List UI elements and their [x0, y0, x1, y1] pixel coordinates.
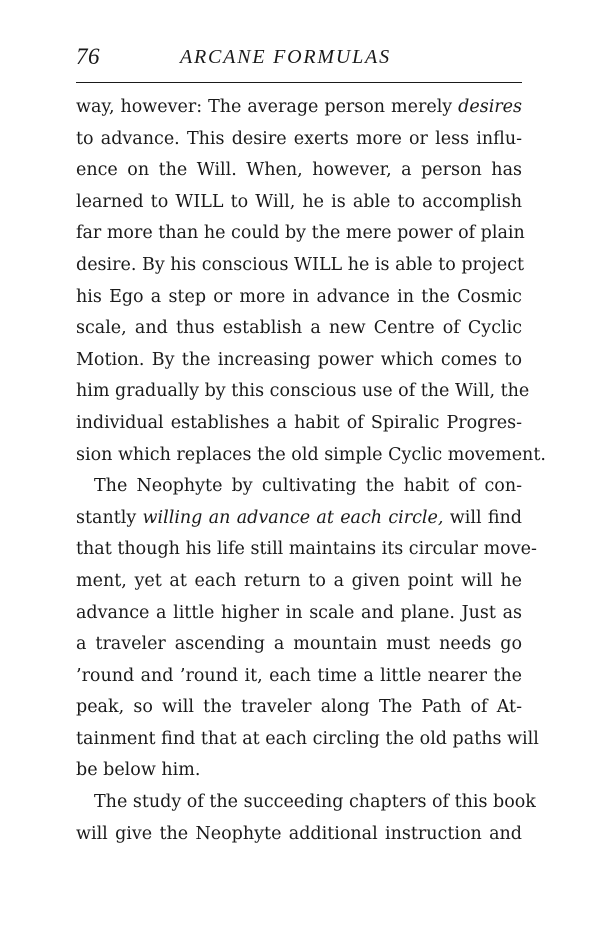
page-number: 76 [76, 44, 100, 69]
text-line: far more than he could by the mere power of plain [76, 223, 525, 244]
text-line: be below him. [76, 760, 201, 781]
text-line: scale, and thus establish a new Centre of Cyclic [76, 318, 522, 339]
text-line: him gradually by this conscious use of the Will, the [76, 381, 530, 402]
paragraph-2 [76, 471, 539, 787]
text-line: to advance. This desire exerts more or less influ- [76, 128, 522, 149]
running-title: ARCANE FORMULAS [180, 46, 391, 68]
text-line: The study of the succeeding chapters of this book [94, 792, 536, 813]
text-line: advance a little higher in scale and plane. Just as [76, 602, 522, 623]
text-line: tainment find that at each circling the old paths will [76, 728, 539, 749]
text-line: sion which replaces the old simple Cyclic movement. [76, 444, 546, 465]
text-line: stantly willing an advance at each circle, will find [76, 507, 522, 528]
text-line: The Neophyte by cultivating the habit of con- [94, 476, 522, 497]
emphasis: desires [458, 97, 522, 117]
text-line: that though his life still maintains its circular move- [76, 539, 537, 560]
text-line: ence on the Will. When, however, a person has [76, 160, 522, 181]
text-line: his Ego a step or more in advance in the Cosmic [76, 286, 522, 307]
text-line: peak, so will the traveler along The Path of At- [76, 697, 522, 718]
text-line: ’round and ’round it, each time a little nearer the [76, 665, 522, 686]
text-line: desire. By his conscious WILL he is able to project [76, 254, 525, 275]
text-line: ment, yet at each return to a given point will he [76, 570, 522, 591]
paragraph-3 [76, 787, 536, 850]
emphasis: willing an advance at each circle, [142, 507, 444, 528]
page-header [76, 44, 522, 78]
text-line: individual establishes a habit of Spiralic Progres- [76, 412, 522, 433]
header-rule [76, 82, 522, 83]
body-text [76, 92, 546, 850]
paragraph-1 [76, 92, 546, 471]
text-line: will give the Neophyte additional instruction and [76, 823, 522, 844]
text-line: a traveler ascending a mountain must needs go [76, 634, 522, 655]
text-line: learned to WILL to Will, he is able to accomplish [76, 191, 522, 212]
text-line: Motion. By the increasing power which comes to [76, 349, 522, 370]
text-line: way, however: The average person merely desires [76, 97, 522, 117]
